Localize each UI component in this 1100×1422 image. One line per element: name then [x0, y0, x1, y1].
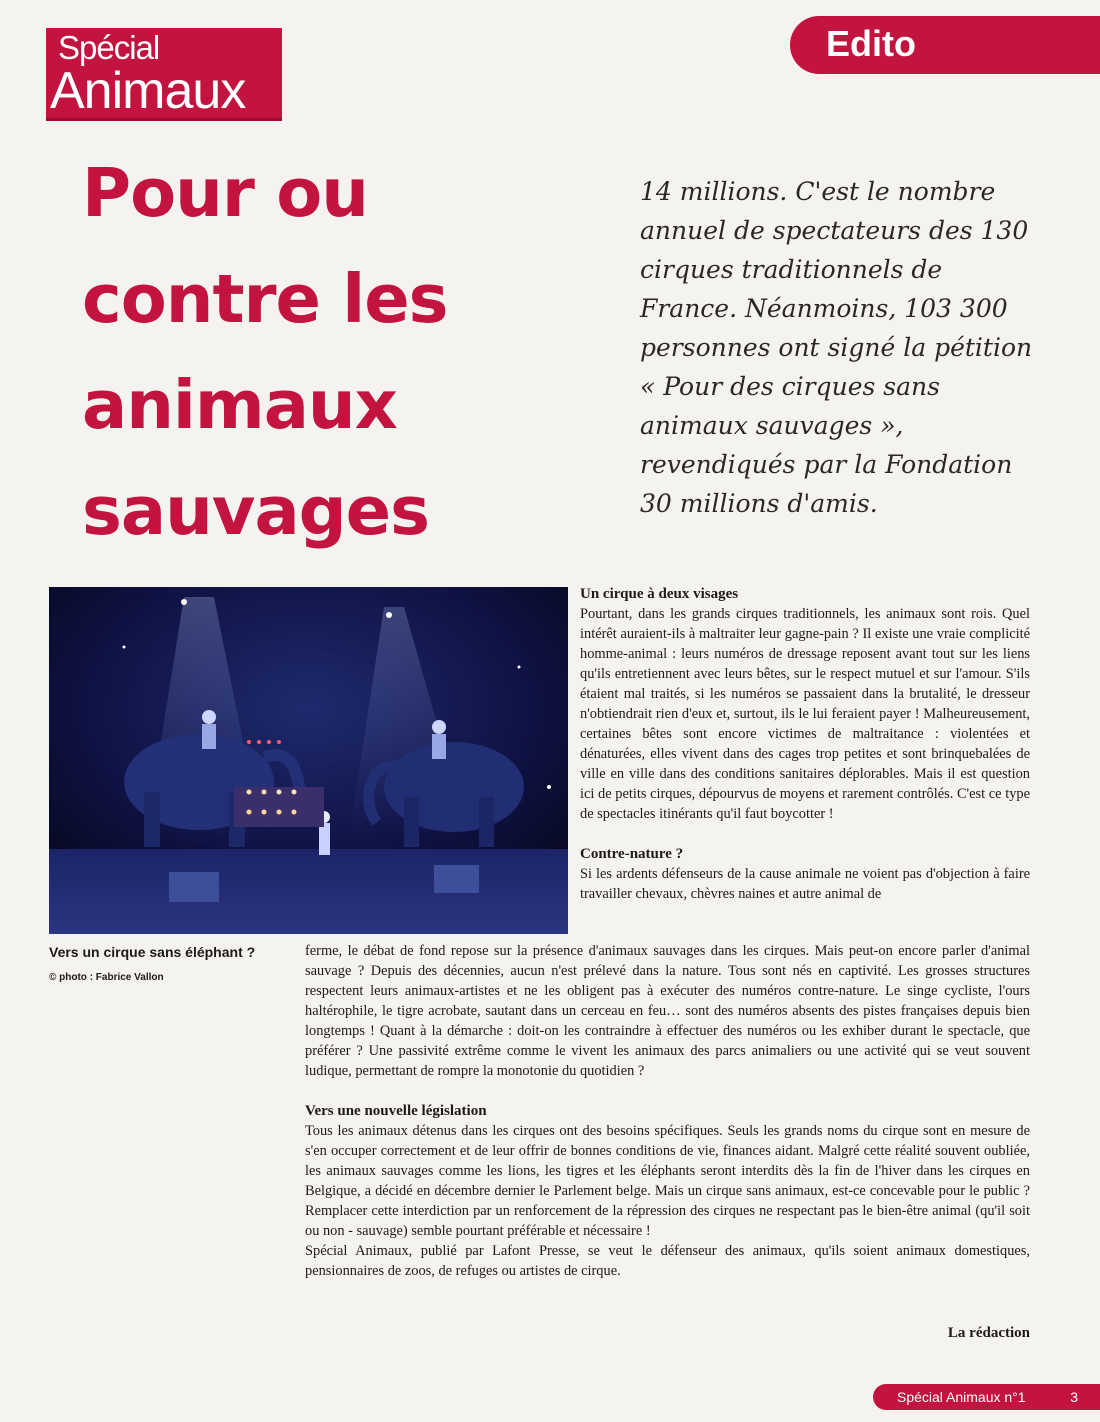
- page-footer: [873, 1384, 1100, 1410]
- section-paragraph: Tous les animaux détenus dans les cirques ont des besoins spécifiques. Seuls les grands noms du cirque sont en mesure de s'en occuper correctement et de leur offrir de bonnes conditions de vie, finances aidant. Malgré cette réalité souvent oubliée, les animaux sauvages comme les lions, les tigres et les éléphants seront interdits dès la fin de l'hiver dans les cirques en Belgique, a décidé en décembre dernier le Parlement belge. Mais un cirque sans animaux, est-ce concevable pour le public ? Remplacer cette interdiction par un renforcement de la répression des cirques ne respectant pas le bien-être animal (qu'il soit ou non - sauvage) semble pourtant préférable et nécessaire !: [305, 1123, 1030, 1239]
- section-paragraph: ferme, le débat de fond repose sur la présence d'animaux sauvages dans les cirques. Mais peut-on encore parler d'animal sauvage ? Depuis des décennies, aucun n'est prélevé dans la nature. Tous sont nés en captivité. Les grosses structures respectent leurs animaux-artistes et ne les obligent pas à exécuter des numéros contre-nature. Le singe cycliste, l'ours haltérophile, le tigre acrobate, sautant dans un cerceau en feu… sont des numéros absents des pistes françaises depuis bien longtemps ! Quant à la démarche : doit-on les contraindre à effectuer des numéros ou les exhiber durant le spectacle, que préférer ? Une passivité extrême comme le vivent les animaux des parcs animaliers ou une activité qui se veut souvent ludique, permettant de rompre la monotonie du quotidien ?: [305, 943, 1030, 1079]
- circus-photo: [49, 587, 568, 934]
- photo-credit: © photo : Fabrice Vallon: [49, 972, 164, 983]
- intro-paragraph: 14 millions. C'est le nombre annuel de spectateurs des 130 cirques traditionnels de France. Néanmoins, 103 300 personnes ont signé la pétition « Pour des cirques sans animaux sauvages », revendiqués par la Fondation 30 millions d'amis.: [640, 177, 1033, 518]
- article-column-wide: [305, 941, 1030, 1281]
- headline: Pour ou contre les animaux sauvages: [82, 154, 448, 550]
- photo-caption: Vers un cirque sans éléphant ?: [49, 944, 256, 960]
- section-heading: Un cirque à deux visages: [580, 586, 739, 602]
- circus-elephants-image: [49, 587, 568, 934]
- section-paragraph: Pourtant, dans les grands cirques traditionnels, les animaux sont rois. Quel intérêt auraient-ils à maltraiter leur gagne-pain ? Il existe une vraie complicité homme-animal : leurs numéros de dressage reposent avant tout sur les liens qu'ils entretiennent avec leurs bêtes, sur le respect mutuel et sur l'amour. S'ils étaient mal traités, si les numéros se passaient dans la brutalité, le dresseur n'obtiendrait rien d'eux et, surtout, ils le lui feraient payer ! Malheureusement, certaines bêtes sont encore victimes de maltraitance : violentées et dénaturées, elles vivent dans des cages trop petites et sont brinquebalées de ville en ville dans des conditions sanitaires déplorables. Mais il est question ici de petits cirques, dépourvus de moyens et rarement contrôlés. C'est ce type de spectacles itinérants qu'il faut boycotter !: [580, 606, 1030, 822]
- logo-line-2: Animaux: [50, 62, 246, 120]
- section-tab: Edito: [790, 16, 1100, 74]
- logo-line-1: Spécial: [58, 29, 160, 66]
- article-column-right: [580, 584, 1030, 904]
- section-paragraph: Si les ardents défenseurs de la cause animale ne voient pas d'objection à faire travailler chevaux, chèvres naines et autre animal de: [580, 866, 1030, 902]
- signature: La rédaction: [947, 1325, 1030, 1341]
- page-number: 3: [1070, 1389, 1078, 1405]
- magazine-logo: [46, 28, 282, 121]
- section-heading: Contre-nature ?: [580, 846, 684, 862]
- section-heading: Vers une nouvelle législation: [305, 1103, 487, 1119]
- footer-title: Spécial Animaux n°1: [897, 1389, 1026, 1405]
- closing-paragraph: Spécial Animaux, publié par Lafont Presse, se veut le défenseur des animaux, qu'ils soient animaux domestiques, pensionnaires de zoos, de refuges ou artistes de cirque.: [305, 1243, 1030, 1279]
